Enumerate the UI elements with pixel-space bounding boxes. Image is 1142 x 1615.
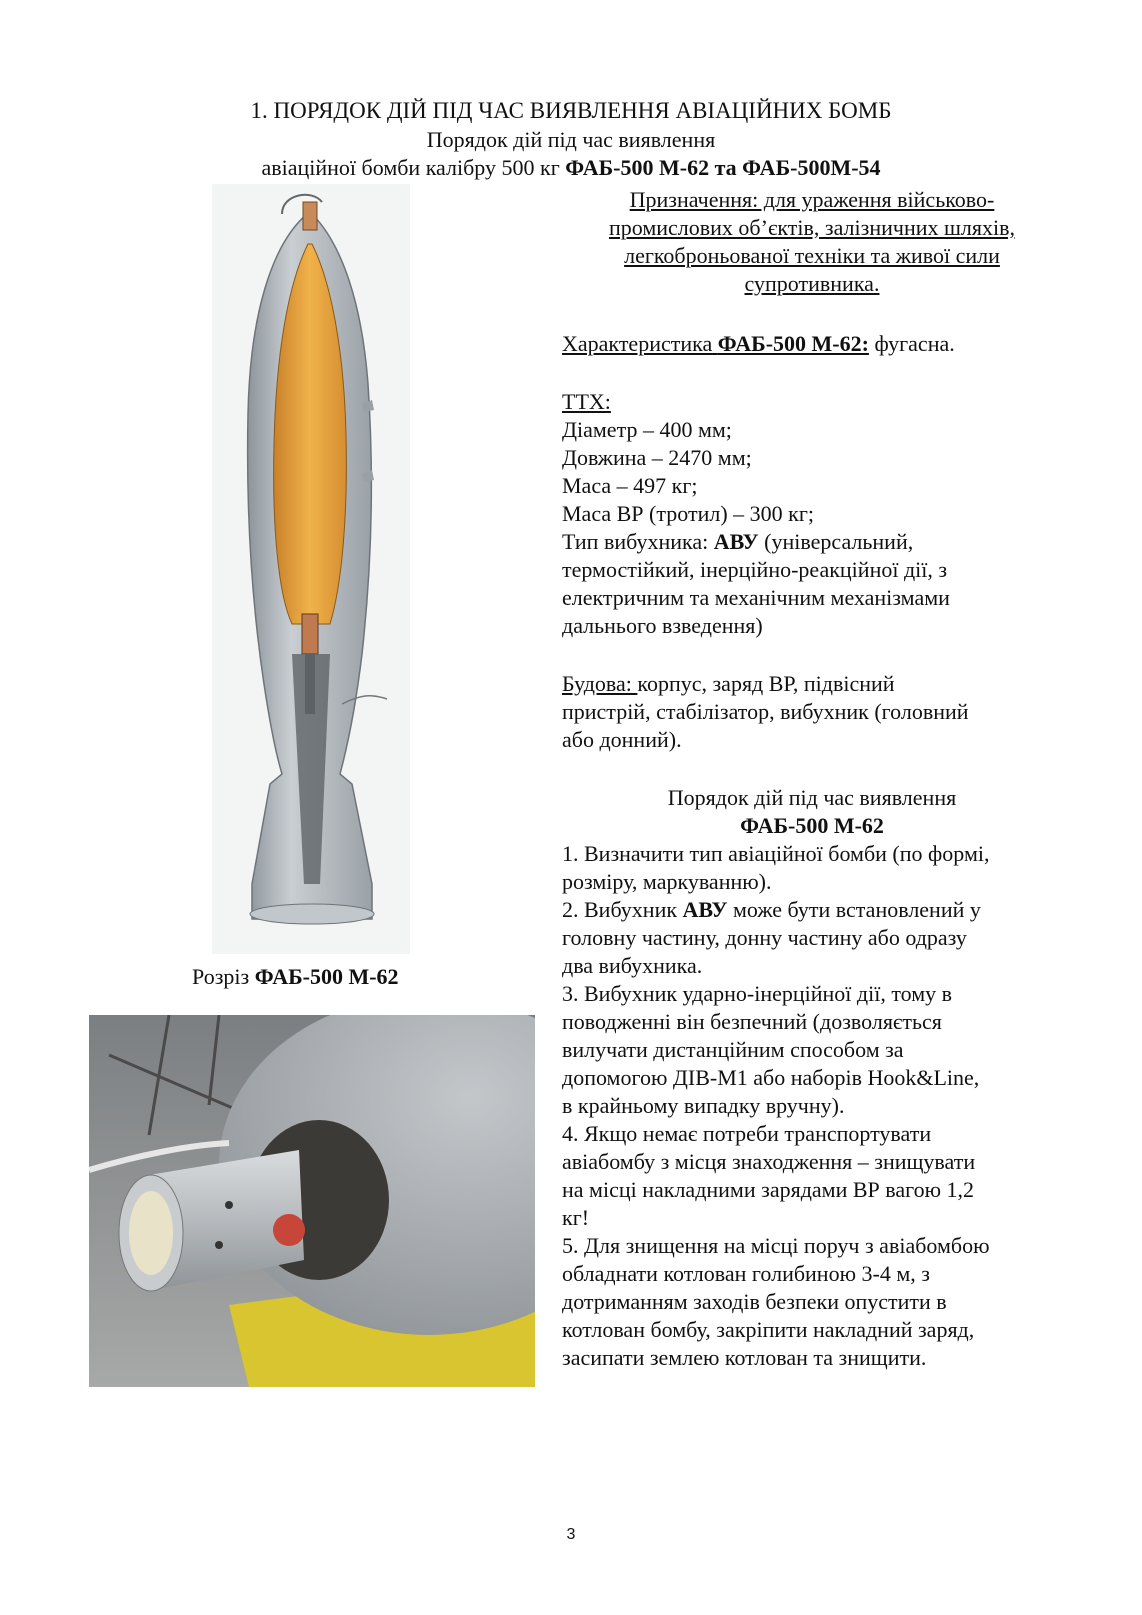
step-3-line-3: вилучати дистанційним способом за bbox=[562, 1037, 904, 1062]
purpose-line-2: промислових об’єктів, залізничних шляхів, bbox=[608, 215, 1016, 240]
caption-bold: ФАБ-500 М-62 bbox=[254, 964, 399, 989]
step-4-line-4: кг! bbox=[562, 1205, 590, 1230]
characteristic-value: фугасна. bbox=[868, 331, 955, 356]
step-5-line-3: дотриманням заходів безпеки опустити в bbox=[562, 1289, 947, 1314]
step-4-line-1: 4. Якщо немає потреби транспортувати bbox=[562, 1121, 932, 1146]
fuze-photo bbox=[89, 1015, 535, 1387]
bomb-cutaway-image bbox=[212, 184, 410, 954]
ttx-fuze-suffix: (універсальний, bbox=[758, 529, 914, 554]
purpose-line-4: супротивника. bbox=[744, 271, 880, 296]
ttx-heading: ТТХ: bbox=[562, 389, 611, 414]
procedure-heading: Порядок дій під час виявлення bbox=[667, 785, 957, 810]
step-1-line-2: розміру, маркуванню). bbox=[562, 869, 772, 894]
structure-line-3: або донний). bbox=[562, 727, 682, 752]
caption-text: Розріз bbox=[192, 964, 255, 989]
subtitle-line-1: Порядок дій під час виявлення bbox=[426, 127, 716, 152]
step-2-bold: АВУ bbox=[682, 897, 728, 922]
step-3-line-2: поводженні він безпечний (дозволяється bbox=[562, 1009, 942, 1034]
ttx-fuze-line-1 bbox=[562, 528, 913, 556]
step-3-line-5: в крайньому випадку вручну). bbox=[562, 1093, 845, 1118]
characteristic-line bbox=[562, 330, 955, 358]
ttx-fuze-line-2: термостійкий, інерційно-реакційної дії, з bbox=[562, 557, 948, 582]
step-4-line-3: на місці накладними зарядами ВР вагою 1,2 bbox=[562, 1177, 975, 1202]
structure-line-1 bbox=[562, 670, 895, 698]
ttx-fuze-line-4: дальнього взведення) bbox=[562, 613, 763, 638]
structure-label: Будова: bbox=[562, 671, 638, 696]
ttx-diameter: Діаметр – 400 мм; bbox=[562, 417, 732, 442]
subtitle-line-2 bbox=[0, 154, 1142, 182]
step-4-line-2: авіабомбу з місця знаходження – знищувати bbox=[562, 1149, 976, 1174]
step-3-line-4: допомогою ДІВ-М1 або наборів Hook&Line, bbox=[562, 1065, 980, 1090]
structure-text-1: корпус, заряд ВР, підвісний bbox=[637, 671, 895, 696]
figure-caption bbox=[192, 963, 399, 991]
step-2-prefix: 2. Вибухник bbox=[562, 897, 683, 922]
step-2-line-3: два вибухника. bbox=[562, 953, 703, 978]
section-title: 1. ПОРЯДОК ДІЙ ПІД ЧАС ВИЯВЛЕННЯ АВІАЦІЙНИХ БОМБ bbox=[250, 98, 892, 123]
page-number: 3 bbox=[566, 1526, 576, 1543]
ttx-fuze-prefix: Тип вибухника: bbox=[562, 529, 714, 554]
procedure-heading-bold: ФАБ-500 М-62 bbox=[740, 813, 884, 838]
subtitle-line-2-bold: ФАБ-500 М-62 та ФАБ-500М-54 bbox=[565, 155, 881, 180]
ttx-mass: Маса – 497 кг; bbox=[562, 473, 698, 498]
ttx-mass-explosive: Маса ВР (тротил) – 300 кг; bbox=[562, 501, 814, 526]
step-2-suffix: може бути встановлений у bbox=[727, 897, 981, 922]
characteristic-label: Характеристика bbox=[562, 331, 718, 356]
ttx-length: Довжина – 2470 мм; bbox=[562, 445, 752, 470]
structure-line-2: пристрій, стабілізатор, вибухник (головний bbox=[562, 699, 969, 724]
step-5-line-5: засипати землею котлован та знищити. bbox=[562, 1345, 927, 1370]
step-1-line-1: 1. Визначити тип авіаційної бомби (по формі, bbox=[562, 841, 990, 866]
step-2-line-1 bbox=[562, 896, 981, 924]
subtitle-line-2-text: авіаційної бомби калібру 500 кг bbox=[261, 155, 566, 180]
purpose-line-3: легкоброньованої техніки та живої сили bbox=[624, 243, 1000, 268]
ttx-fuze-bold: АВУ bbox=[713, 529, 759, 554]
step-2-line-2: головну частину, донну частину або одразу bbox=[562, 925, 967, 950]
step-3-line-1: 3. Вибухник ударно-інерційної дії, тому в bbox=[562, 981, 953, 1006]
step-5-line-2: обладнати котлован голибиною 3-4 м, з bbox=[562, 1261, 930, 1286]
step-5-line-1: 5. Для знищення на місці поруч з авіабомбою bbox=[562, 1233, 990, 1258]
purpose-line-1: Призначення: для ураження військово- bbox=[629, 187, 995, 212]
step-5-line-4: котлован бомбу, закріпити накладний заряд, bbox=[562, 1317, 975, 1342]
ttx-fuze-line-3: електричним та механічним механізмами bbox=[562, 585, 950, 610]
characteristic-bold: ФАБ-500 М-62: bbox=[717, 331, 869, 356]
